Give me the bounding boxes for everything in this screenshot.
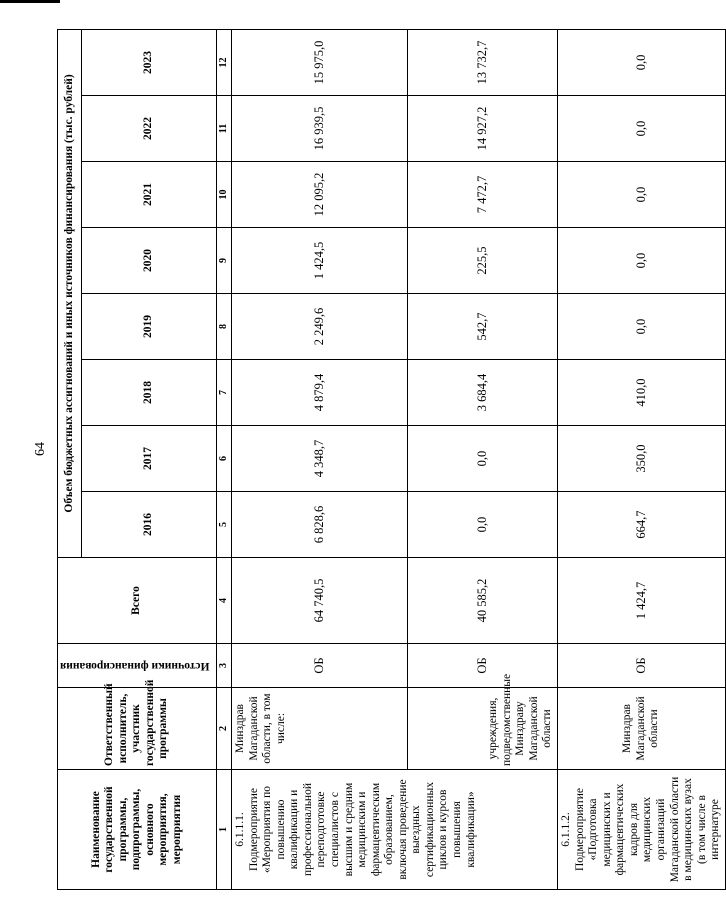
row-value-2021: 7 472,7 [408, 162, 558, 228]
col-number-1: 1 [217, 770, 232, 890]
header-year-2021: 2021 [82, 162, 217, 228]
row-value-2022: 14 927,2 [408, 96, 558, 162]
row-value-2021: 0,0 [558, 162, 726, 228]
header-total: Всего [58, 558, 217, 644]
row-value-2019: 542,7 [408, 294, 558, 360]
row-total: 64 740,5 [232, 558, 408, 644]
column-number-row [217, 29, 232, 889]
row-value-2018: 3 684,4 [408, 360, 558, 426]
row-value-2018: 4 879,4 [232, 360, 408, 426]
col-number-7: 7 [217, 360, 232, 426]
page-number: 64 [33, 442, 48, 456]
row-value-2016: 0,0 [408, 492, 558, 558]
row-name-6-1-1-2: 6.1.1.2. Подмероприятие «Подготовка медицинских и фармацевтических кадров для медицинских организаций Магаданской области в медицинских вузах (в том числе в интернатуре [558, 770, 726, 890]
row-total: 1 424,7 [558, 558, 726, 644]
col-number-9: 9 [217, 228, 232, 294]
col-number-12: 12 [217, 29, 232, 95]
row-value-2017: 0,0 [408, 426, 558, 492]
row-value-2016: 6 828,6 [232, 492, 408, 558]
row-value-2017: 350,0 [558, 426, 726, 492]
row-value-2019: 0,0 [558, 294, 726, 360]
header-year-2016: 2016 [82, 492, 217, 558]
row-value-2016: 664,7 [558, 492, 726, 558]
row-total: 40 585,2 [408, 558, 558, 644]
row-value-2019: 2 249,6 [232, 294, 408, 360]
col-number-3: 3 [217, 644, 232, 688]
row-value-2023: 15 975,0 [232, 29, 408, 95]
row-value-2020: 0,0 [558, 228, 726, 294]
row-value-2023: 13 732,7 [408, 29, 558, 95]
row-value-2020: 225,5 [408, 228, 558, 294]
table-row [408, 29, 558, 889]
row-executor: Минздрав Магаданской области [558, 688, 726, 770]
top-border-line [0, 0, 60, 3]
row-value-2020: 1 424,5 [232, 228, 408, 294]
row-value-2018: 410,0 [558, 360, 726, 426]
header-source [58, 644, 217, 688]
row-name-6-1-1-1: 6.1.1.1. Подмероприятие «Мероприятия по повышению квалификации и профессиональной переподготовке специалистов с высшим и средним медицинским и фармацевтическим образованием, включая проведение выездных сертификационных циклов и курсов повышения квалификации» [232, 770, 558, 890]
header-year-2018: 2018 [82, 360, 217, 426]
col-number-8: 8 [217, 294, 232, 360]
col-number-11: 11 [217, 96, 232, 162]
row-executor: учреждения, подведомственные Минздраву Магаданской области [408, 688, 558, 770]
row-value-2021: 12 095,2 [232, 162, 408, 228]
col-number-10: 10 [217, 162, 232, 228]
col-number-5: 5 [217, 492, 232, 558]
col-number-4: 4 [217, 558, 232, 644]
col-number-6: 6 [217, 426, 232, 492]
row-value-2023: 0,0 [558, 29, 726, 95]
header-year-2022: 2022 [82, 96, 217, 162]
rotated-table-container [57, 30, 722, 890]
row-executor: Минздрав Магаданской области, в том числе: [232, 688, 408, 770]
col-number-2: 2 [217, 688, 232, 770]
header-funding-group: Объем бюджетных ассигнований и иных источников финансирования (тыс. рублей) [58, 29, 82, 557]
header-executor: Ответственный исполнитель, участник государственной программы [58, 688, 217, 770]
row-value-2017: 4 348,7 [232, 426, 408, 492]
header-year-2017: 2017 [82, 426, 217, 492]
header-row-1 [58, 29, 82, 889]
header-year-2020: 2020 [82, 228, 217, 294]
header-year-2023: 2023 [82, 29, 217, 95]
header-name: Наименование государственной программы, подпрограммы, основного мероприятия, мероприятия [58, 770, 217, 890]
row-source: ОБ [232, 644, 408, 688]
row-source: ОБ [408, 644, 558, 688]
table-row [232, 29, 408, 889]
row-value-2022: 16 939,5 [232, 96, 408, 162]
row-source: ОБ [558, 644, 726, 688]
header-source-label: Источники финансирования [60, 660, 210, 673]
header-year-2019: 2019 [82, 294, 217, 360]
funding-table [57, 29, 726, 890]
table-row [558, 29, 726, 889]
row-value-2022: 0,0 [558, 96, 726, 162]
